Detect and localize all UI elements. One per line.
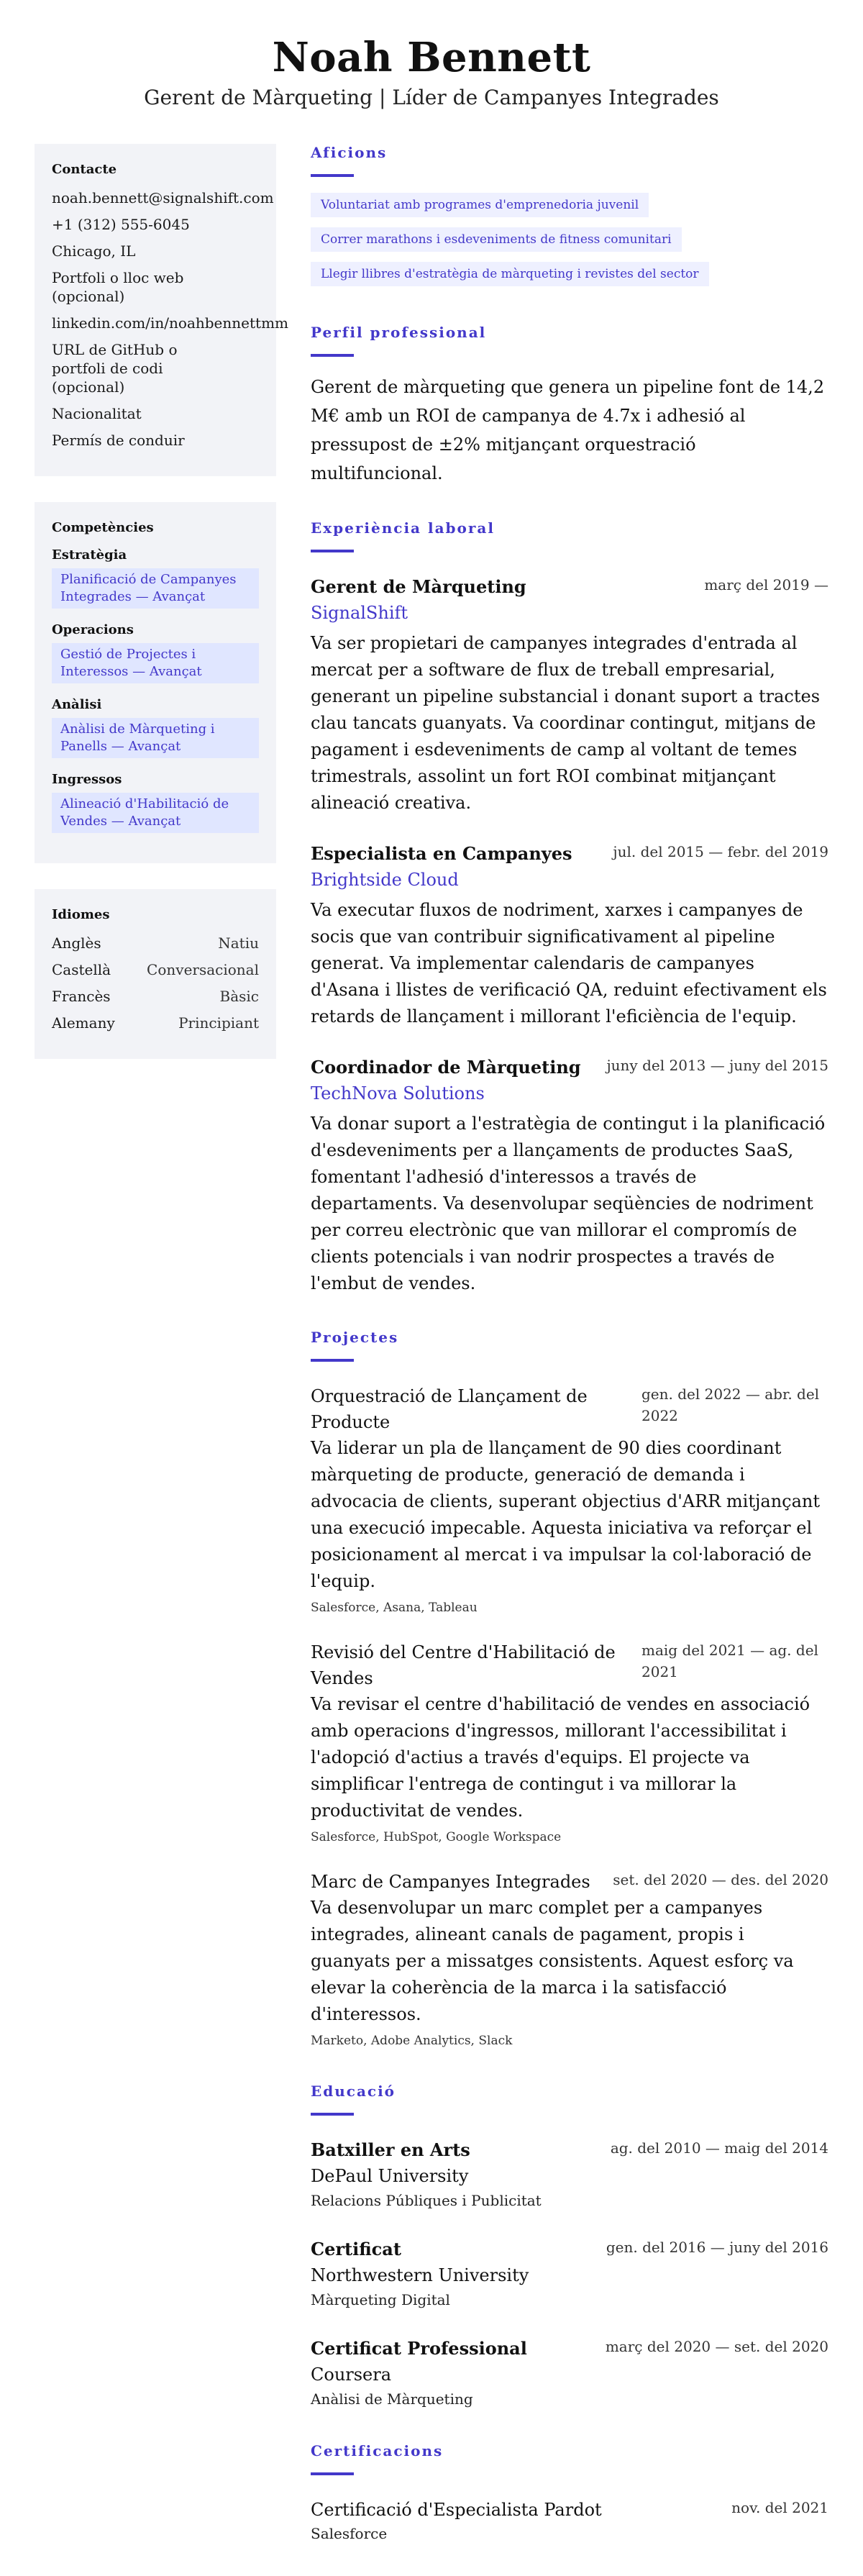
contact-nationality: Nacionalitat [52, 405, 142, 422]
skill-category: Ingressos [52, 772, 122, 787]
job-title: Gerent de Màrqueting [311, 576, 526, 597]
project-tech-stack: Marketo, Adobe Analytics, Slack [311, 2034, 513, 2048]
language-name: Francès [52, 988, 111, 1005]
languages-title: Idiomes [52, 907, 110, 922]
job-company: Brightside Cloud [311, 870, 459, 890]
project-entry [311, 1869, 828, 2051]
projects-section [311, 1329, 828, 2051]
education-entry [311, 2236, 828, 2311]
languages-box [35, 889, 276, 1059]
job-dates: jul. del 2015 — febr. del 2019 [613, 843, 828, 860]
project-entry [311, 1639, 828, 1847]
skill-group [52, 547, 259, 609]
language-name: Castellà [52, 961, 111, 978]
education-dates: març del 2020 — set. del 2020 [605, 2338, 828, 2355]
job-dates: juny del 2013 — juny del 2015 [606, 1057, 828, 1074]
skill-category: Estratègia [52, 547, 127, 563]
project-title: Marc de Campanyes Integrades [311, 1872, 590, 1892]
certification-issuer: Salesforce [311, 2525, 388, 2542]
contact-title: Contacte [52, 162, 117, 177]
project-description: Va revisar el centre d'habilitació de vendes en associació amb operacions d'ingressos, millorant l'accessibilitat i l'adopció d'actius a través d'equips. El projecte va simplificar l'entrega de contingut i va millorar la productivitat de vendes. [311, 1694, 811, 1821]
section-title: Certificacions [311, 2442, 444, 2459]
education-degree: Certificat Professional [311, 2338, 527, 2359]
contact-box [35, 144, 288, 476]
education-dates: ag. del 2010 — maig del 2014 [610, 2139, 828, 2157]
certification-name: Certificació d'Especialista Pardot [311, 2500, 602, 2520]
job-description: Va executar fluxos de nodriment, xarxes i campanyes de socis que van contribuir significativament al pipeline generat. Va implementar calendaris de campanyes d'Asana i llistes de verificació QA, reduint efectivament els retards de llançament i millorant l'eficiència de l'equip. [311, 900, 827, 1027]
job-description: Va ser propietari de campanyes integrades d'entrada al mercat per a software de flux de treball empresarial, generant un pipeline substancial i donant suport a tractes clau tancats guanyats. Va coordinar contingut, mitjans de pagament i esdeveniments de camp al voltant de temes trimestrals, assolint un fort ROI combinat mitjançant alineació creativa. [311, 633, 821, 813]
hobby-chip: Voluntariat amb programes d'emprenedoria juvenil [311, 193, 649, 217]
section-title: Educació [311, 2083, 396, 2100]
contact-linkedin[interactable]: linkedin.com/in/noahbennettmm [52, 314, 288, 332]
job-entry [311, 841, 828, 1030]
job-company: TechNova Solutions [311, 1083, 485, 1103]
education-school: Northwestern University [311, 2265, 529, 2285]
project-tech-stack: Salesforce, Asana, Tableau [311, 1601, 478, 1615]
hobbies-section [311, 144, 828, 296]
project-tech-stack: Salesforce, HubSpot, Google Workspace [311, 1830, 562, 1844]
project-description: Va desenvolupar un marc complet per a campanyes integrades, alineant canals de pagament, propis i guanyats per a missatges consistents. Aquest esforç va elevar la coherència de la marca i la satisfacció d'interessos. [311, 1898, 794, 2024]
certifications-section [311, 2442, 828, 2544]
education-entry [311, 2137, 828, 2212]
language-level: Conversacional [147, 961, 259, 978]
language-level: Natiu [218, 934, 259, 952]
candidate-headline: Gerent de Màrqueting | Líder de Campanyes Integrades [144, 86, 719, 109]
section-divider [311, 2113, 354, 2116]
job-title: Coordinador de Màrqueting [311, 1057, 581, 1078]
language-row [52, 934, 259, 952]
education-school: Coursera [311, 2365, 392, 2385]
main-column [311, 144, 828, 2576]
language-row [52, 960, 259, 979]
certification-date: nov. del 2021 [731, 2499, 828, 2516]
contact-portfolio[interactable]: Portfoli o lloc web (opcional) [52, 269, 184, 305]
section-title: Experiència laboral [311, 519, 495, 537]
contact-github[interactable]: URL de GitHub o portfoli de codi (opcional) [52, 341, 178, 396]
section-divider [311, 1359, 354, 1362]
contact-phone: +1 (312) 555-6045 [52, 216, 190, 233]
education-field: Relacions Públiques i Publicitat [311, 2192, 542, 2209]
education-field: Anàlisi de Màrqueting [311, 2390, 473, 2408]
project-dates: gen. del 2022 — abr. del 2022 [641, 1385, 820, 1424]
candidate-name: Noah Bennett [272, 34, 591, 81]
contact-location: Chicago, IL [52, 242, 136, 260]
language-row [52, 1014, 259, 1032]
job-dates: març del 2019 — [704, 576, 828, 593]
job-description: Va donar suport a l'estratègia de contingut i la planificació d'esdeveniments per a llançaments de productes SaaS, fomentant l'adhesió d'interessos a través de departaments. Va desenvolupar seqüències de nodriment per correu electrònic que van millorar el compromís de clients potencials i van nodrir prospectes a través de l'embut de vendes. [311, 1114, 826, 1293]
education-field: Màrqueting Digital [311, 2291, 450, 2308]
section-divider [311, 2472, 354, 2475]
section-title: Aficions [311, 144, 388, 161]
skill-group [52, 622, 259, 683]
resume-header [35, 0, 828, 144]
hobby-chip: Correr marathons i esdeveniments de fitness comunitari [311, 227, 682, 252]
education-dates: gen. del 2016 — juny del 2016 [606, 2239, 828, 2256]
job-entry [311, 574, 828, 816]
profile-summary: Gerent de màrqueting que genera un pipeline font de 14,2 M€ amb un ROI de campanya de 4.7x i adhesió al pressupost de ±2% mitjançant orquestració multifuncional. [311, 377, 825, 483]
project-title: Revisió del Centre d'Habilitació de Vendes [311, 1642, 616, 1688]
language-level: Bàsic [219, 988, 259, 1005]
experience-section [311, 519, 828, 1297]
skills-title: Competències [52, 520, 154, 535]
project-dates: set. del 2020 — des. del 2020 [613, 1871, 828, 1888]
skills-box [35, 502, 276, 863]
education-school: DePaul University [311, 2166, 469, 2186]
education-degree: Batxiller en Arts [311, 2139, 470, 2160]
job-entry [311, 1055, 828, 1297]
resume-body [35, 144, 828, 2576]
skill-group [52, 771, 259, 833]
language-name: Anglès [52, 934, 101, 952]
education-degree: Certificat [311, 2239, 401, 2259]
section-divider [311, 354, 354, 357]
skill-chip: Planificació de Campanyes Integrades — Avançat [52, 568, 259, 609]
sidebar [35, 144, 288, 1085]
skill-category: Anàlisi [52, 697, 102, 712]
project-description: Va liderar un pla de llançament de 90 dies coordinant màrqueting de producte, generació de demanda i advocacia de clients, superant objectius d'ARR mitjançant una execució impecable. Aquesta iniciativa va reforçar el posicionament al mercat i va impulsar la col·laboració de l'equip. [311, 1438, 821, 1591]
project-dates: maig del 2021 — ag. del 2021 [641, 1642, 818, 1680]
language-row [52, 987, 259, 1006]
project-title: Orquestració de Llançament de Producte [311, 1386, 588, 1432]
contact-email[interactable]: noah.bennett@signalshift.com [52, 189, 274, 206]
project-entry [311, 1383, 828, 1618]
skill-group [52, 696, 259, 758]
section-title: Perfil professional [311, 324, 487, 341]
profile-section [311, 324, 828, 488]
education-section [311, 2083, 828, 2411]
job-company: SignalShift [311, 603, 408, 623]
skill-category: Operacions [52, 622, 134, 637]
skill-chip: Gestió de Projectes i Interessos — Avançat [52, 643, 259, 683]
language-level: Principiant [178, 1014, 259, 1032]
hobby-chip: Llegir llibres d'estratègia de màrqueting i revistes del sector [311, 262, 709, 286]
skill-chip: Anàlisi de Màrqueting i Panells — Avançat [52, 718, 259, 758]
skill-chip: Alineació d'Habilitació de Vendes — Avançat [52, 793, 259, 833]
section-title: Projectes [311, 1329, 399, 1346]
language-name: Alemany [52, 1014, 115, 1032]
section-divider [311, 174, 354, 177]
section-divider [311, 550, 354, 552]
certification-entry [311, 2497, 828, 2544]
education-entry [311, 2336, 828, 2411]
job-title: Especialista en Campanyes [311, 843, 572, 864]
contact-driving-license: Permís de conduir [52, 432, 185, 449]
